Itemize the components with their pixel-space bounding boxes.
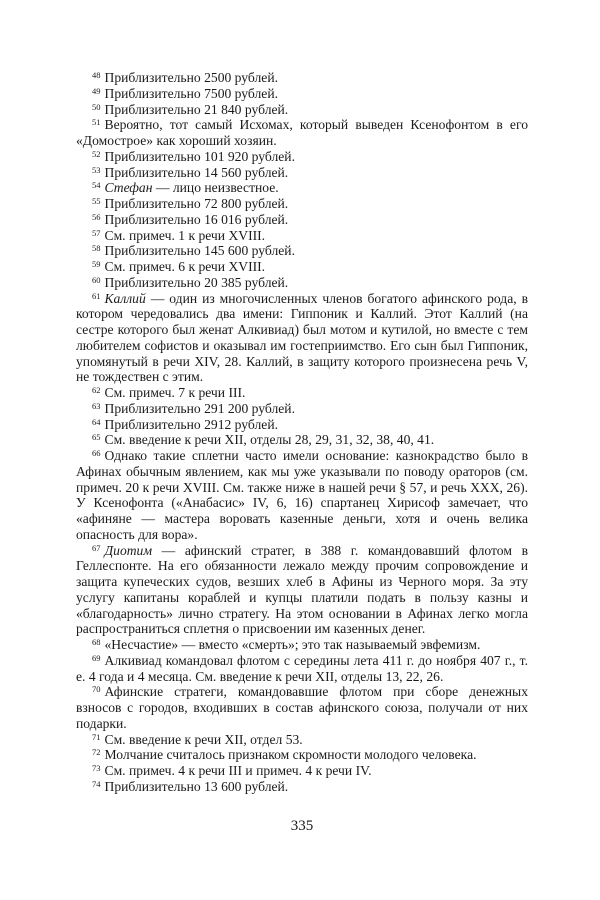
footnote [76, 243, 528, 259]
footnote [76, 165, 528, 181]
footnote-number: 54 [92, 180, 101, 191]
footnote-number: 71 [92, 731, 101, 742]
footnote-number: 64 [92, 416, 101, 427]
footnote-number: 57 [92, 227, 101, 238]
footnote-text: Афинские стратеги, командовавшие флотом при сборе денежных взносов с городов, входивших в состав афинского союза, получали от них подарки. [76, 684, 528, 731]
footnote [76, 196, 528, 212]
footnote [76, 385, 528, 401]
footnote [76, 102, 528, 118]
page-body [76, 70, 528, 835]
footnote-text: Приблизительно 14 560 рублей. [104, 164, 289, 180]
footnote [76, 291, 528, 386]
footnote-text: Алкивиад командовал флотом с середины лета 411 г. до ноября 407 г., т. е. 4 года и 4 месяца. См. введение к речи XII, отделы 13, 22, 26. [76, 652, 528, 684]
footnote-number: 72 [92, 747, 101, 758]
footnote-number: 52 [92, 148, 101, 159]
footnote-text: Приблизительно 16 016 рублей. [104, 211, 289, 227]
footnote [76, 149, 528, 165]
footnote [76, 417, 528, 433]
footnote-number: 58 [92, 243, 101, 254]
footnote-text: Молчание считалось признаком скромности молодого человека. [104, 747, 477, 763]
footnote-number: 61 [92, 290, 101, 301]
page-number: 335 [290, 817, 314, 834]
footnote-text: Приблизительно 21 840 рублей. [104, 101, 289, 117]
footnote [76, 86, 528, 102]
footnote-text: Приблизительно 20 385 рублей. [104, 274, 289, 290]
footnote-name: Диотим [104, 542, 153, 558]
footnote-text: — афинский стратег, в 388 г. командовавший флотом в Геллеспонте. На его обязанности лежало между прочим сопровождение и защита купеческих судов, везших хлеб в Афины из Черного моря. За эту услугу капитаны кораблей и купцы платили подать в пользу казны и «благодарность» лично стратегу. На этом основании в Афинах легко могла распространиться сплетня о присвоении им казенных денег. [76, 542, 528, 637]
footnote-number: 65 [92, 432, 101, 443]
footnote [76, 779, 528, 795]
footnote [76, 684, 528, 731]
footnote-number: 63 [92, 400, 101, 411]
footnote [76, 747, 528, 763]
footnote-text: — один из многочисленных членов богатого афинского рода, в котором чередовались два имени: Гиппоник и Каллий. Этот Каллий (на сестре которого был женат Алкивиад) был мотом и кутилой, но вместе с тем любителем софистов и оказывал им гостеприимство. Его сын был Гиппоник, упомянутый в речи XIV, 28. Каллий, в защиту которого произнесена речь V, не тождествен с этим. [76, 290, 528, 385]
footnote-text: Вероятно, тот самый Исхомах, который выведен Ксенофонтом в его «Домострое» как хороший хозяин. [76, 117, 528, 148]
footnote-number: 55 [92, 196, 101, 206]
footnote-number: 66 [92, 448, 101, 458]
footnote-text: Приблизительно 7500 рублей. [104, 85, 278, 101]
footnote-text: См. примеч. 1 к речи XVIII. [104, 227, 266, 243]
footnote-number: 74 [92, 778, 101, 789]
footnote-text: См. введение к речи XII, отдел 53. [104, 731, 303, 747]
footnote-name: Каллий [104, 290, 146, 306]
footnote [76, 432, 528, 448]
footnote-text: Однако такие сплетни часто имели основание: казнокрадство было в Афинах обычным явлением, как мы уже указывали по поводу ораторов (см. примеч. 20 к речи XVIII. См. также ниже в нашей речи § 57, и речь XXX, 26). У Ксенофонта («Анабасис» IV, 6, 16) спартанец Хирисоф замечает, что «афиняне — мастера воровать казенные деньги, хотя и очень велика опасность для вора». [76, 448, 528, 542]
footnote [76, 70, 528, 86]
footnote-number: 70 [92, 684, 101, 695]
footnote [76, 543, 528, 638]
footnote-number: 69 [92, 652, 101, 663]
footnote [76, 732, 528, 748]
footnote-text: Приблизительно 101 920 рублей. [104, 148, 295, 164]
footnote-number: 51 [92, 117, 101, 128]
footnotes [76, 70, 528, 795]
footnote-text: См. примеч. 6 к речи XVIII. [104, 259, 266, 274]
footnote-text: Приблизительно 72 800 рублей. [104, 196, 289, 211]
footnote [76, 275, 528, 291]
footnote [76, 637, 528, 653]
footnote [76, 228, 528, 244]
footnote-text: Приблизительно 13 600 рублей. [104, 778, 289, 794]
footnote-text: Приблизительно 2500 рублей. [104, 70, 278, 85]
footnote-number: 60 [92, 274, 101, 285]
footnote [76, 117, 528, 149]
footnote [76, 653, 528, 685]
footnote-number: 49 [92, 85, 101, 96]
footnote [76, 401, 528, 417]
footnote-number: 59 [92, 259, 101, 269]
footnote [76, 763, 528, 779]
footnote-number: 68 [92, 637, 101, 647]
footnote-text: См. введение к речи XII, отделы 28, 29, 31, 32, 38, 40, 41. [104, 432, 435, 448]
footnote-text: Приблизительно 2912 рублей. [104, 416, 278, 432]
footnote [76, 212, 528, 228]
footnote-text: «Несчастие» — вместо «смерть»; это так называемый эвфемизм. [104, 637, 481, 652]
footnote-number: 53 [92, 164, 101, 175]
footnote-number: 50 [92, 101, 101, 112]
footnote [76, 180, 528, 196]
footnote-number: 48 [92, 70, 101, 80]
footnote [76, 259, 528, 275]
footnote [76, 448, 528, 543]
footnote-name: Стефан [104, 180, 153, 196]
footnote-text: Приблизительно 145 600 рублей. [104, 243, 295, 259]
footnote-text: — лицо неизвестное. [152, 180, 279, 196]
footnote-number: 67 [92, 542, 101, 553]
footnote-number: 73 [92, 763, 101, 773]
footnote-number: 62 [92, 385, 101, 395]
footnote-text: Приблизительно 291 200 рублей. [104, 400, 295, 416]
footnote-number: 56 [92, 211, 101, 222]
footnote-text: См. примеч. 4 к речи III и примеч. 4 к речи IV. [104, 763, 372, 778]
footnote-text: См. примеч. 7 к речи III. [104, 385, 246, 400]
